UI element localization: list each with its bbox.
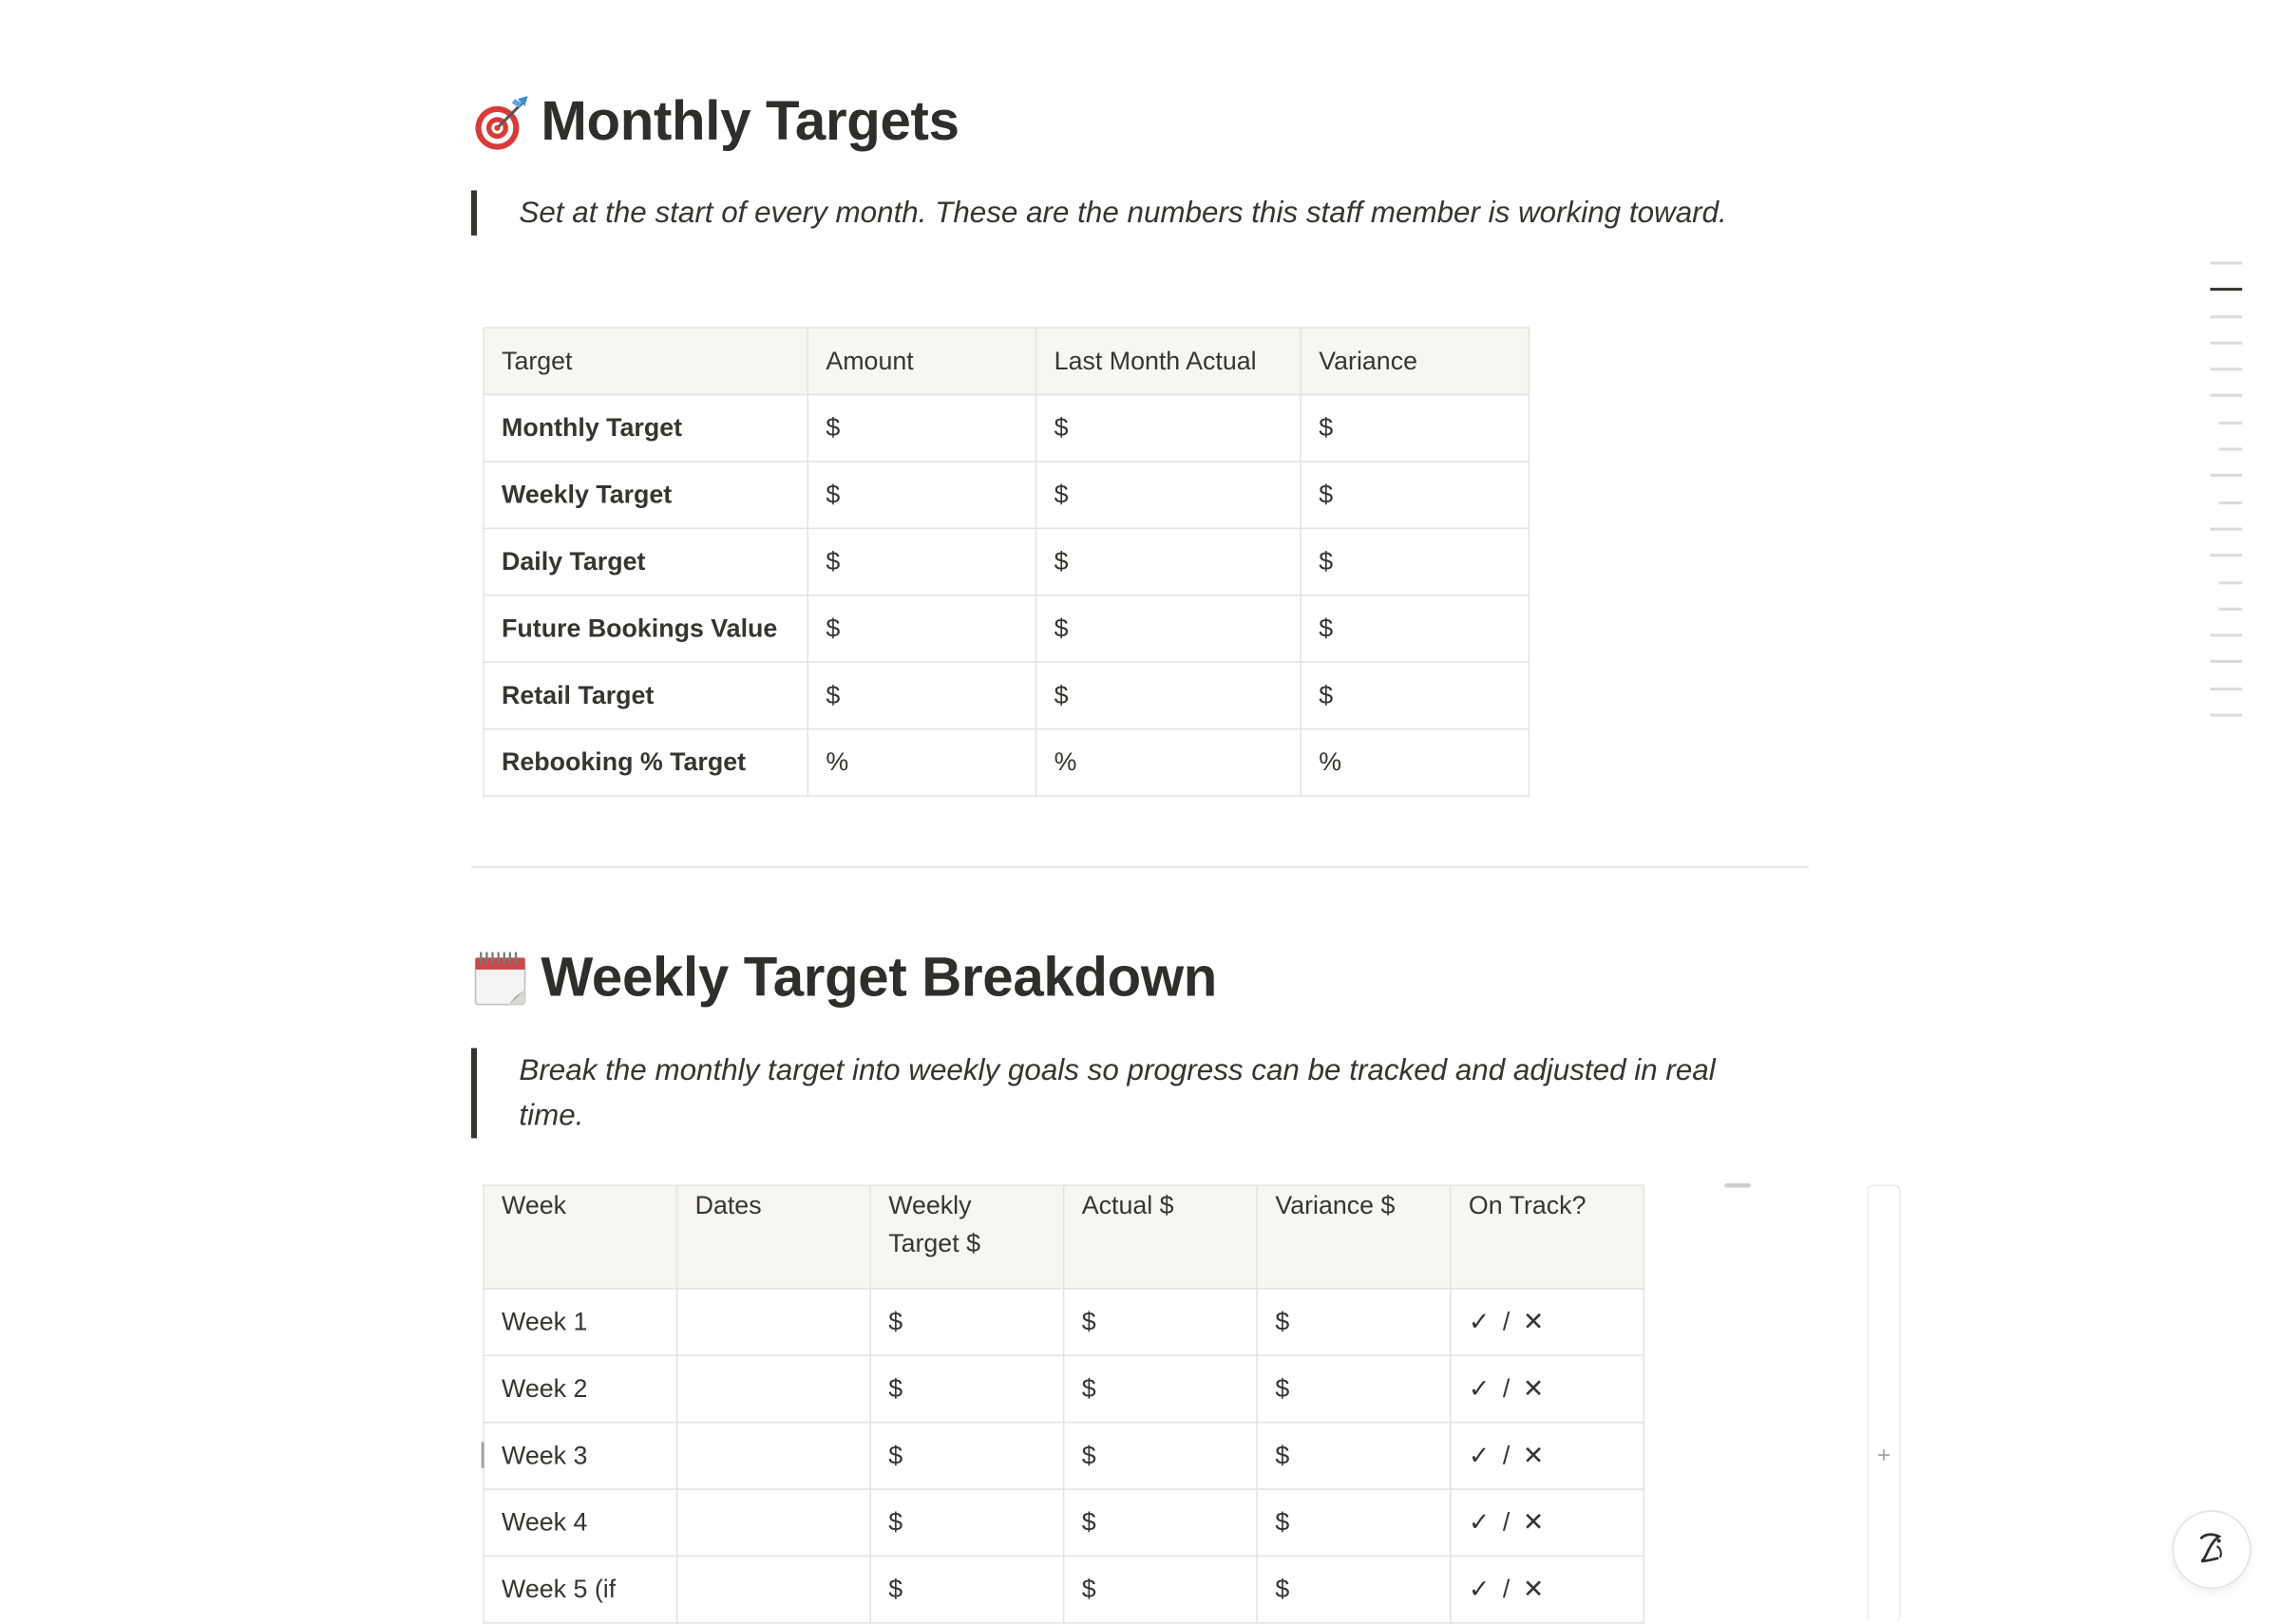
table-cell[interactable]: $ xyxy=(1036,595,1302,662)
table-cell[interactable]: $ xyxy=(1301,595,1529,662)
column-header[interactable]: Last Month Actual xyxy=(1036,328,1302,394)
dart-target-icon xyxy=(471,93,529,151)
table-cell[interactable]: Week 2 xyxy=(484,1355,677,1422)
table-cell[interactable]: $ xyxy=(1257,1289,1451,1355)
toc-line[interactable] xyxy=(2211,342,2243,345)
toc-line[interactable] xyxy=(2219,581,2242,584)
table-cell[interactable]: Monthly Target xyxy=(484,395,808,462)
row-drag-handle[interactable] xyxy=(482,1442,484,1468)
toc-line-active[interactable] xyxy=(2211,289,2243,292)
table-cell[interactable]: $ xyxy=(1301,528,1529,595)
plus-icon: + xyxy=(1876,1443,1891,1468)
table-cell[interactable]: Rebooking % Target xyxy=(484,729,808,796)
table-row xyxy=(484,1557,1644,1623)
table-cell[interactable] xyxy=(676,1423,870,1489)
toc-line[interactable] xyxy=(2219,422,2242,425)
toc-line[interactable] xyxy=(2211,634,2243,637)
toc-line[interactable] xyxy=(2211,661,2243,664)
table-cell[interactable]: ✓ / ✕ xyxy=(1451,1557,1644,1623)
table-header-row xyxy=(484,328,1530,394)
monthly-targets-table xyxy=(483,327,1530,796)
table-cell[interactable]: $ xyxy=(870,1557,1064,1623)
toc-line[interactable] xyxy=(2211,315,2243,318)
column-header[interactable]: Amount xyxy=(808,328,1036,394)
column-header[interactable]: Weekly Target $ xyxy=(870,1185,1064,1289)
column-header[interactable]: Actual $ xyxy=(1064,1185,1258,1289)
column-header[interactable]: Variance xyxy=(1301,328,1529,394)
table-row xyxy=(484,395,1530,462)
table-cell[interactable]: $ xyxy=(1257,1423,1451,1489)
section-heading-monthly-targets xyxy=(471,79,960,166)
table-cell[interactable]: $ xyxy=(808,595,1036,662)
toc-line[interactable] xyxy=(2211,714,2243,717)
weekly-breakdown-table xyxy=(483,1184,1644,1623)
table-cell[interactable]: Future Bookings Value xyxy=(484,595,808,662)
table-cell[interactable]: $ xyxy=(808,528,1036,595)
toc-line[interactable] xyxy=(2211,368,2243,371)
table-of-contents-minimap[interactable] xyxy=(2207,262,2242,741)
column-header[interactable]: On Track? xyxy=(1451,1185,1644,1289)
table-row xyxy=(484,462,1530,528)
table-cell[interactable]: $ xyxy=(870,1489,1064,1556)
table-cell[interactable]: $ xyxy=(808,462,1036,528)
table-cell[interactable]: ✓ / ✕ xyxy=(1451,1289,1644,1355)
toc-line[interactable] xyxy=(2211,528,2243,531)
table-cell[interactable]: $ xyxy=(1301,462,1529,528)
table-cell[interactable]: $ xyxy=(1036,395,1302,462)
toc-line[interactable] xyxy=(2211,475,2243,478)
table-cell[interactable]: $ xyxy=(1064,1289,1258,1355)
table-cell[interactable]: % xyxy=(808,729,1036,796)
table-cell[interactable]: $ xyxy=(1036,662,1302,728)
table-row xyxy=(484,1423,1644,1489)
table-cell[interactable] xyxy=(676,1557,870,1623)
table-cell[interactable]: $ xyxy=(1301,662,1529,728)
table-cell[interactable] xyxy=(676,1489,870,1556)
table-cell[interactable]: Week 5 (if xyxy=(484,1557,677,1623)
table-cell[interactable] xyxy=(676,1355,870,1422)
table-row xyxy=(484,1289,1644,1355)
notion-help-icon xyxy=(2190,1524,2233,1576)
table-header-row xyxy=(484,1185,1644,1289)
table-cell[interactable]: $ xyxy=(1257,1355,1451,1422)
table-cell[interactable]: % xyxy=(1036,729,1302,796)
table-cell[interactable]: $ xyxy=(808,395,1036,462)
table-cell[interactable]: $ xyxy=(1257,1489,1451,1556)
quote-block-weekly: Break the monthly target into weekly goals so progress can be tracked and adjusted in real time. xyxy=(471,1048,1740,1139)
table-row xyxy=(484,528,1530,595)
section-heading-weekly-breakdown xyxy=(471,935,1217,1022)
table-cell[interactable]: $ xyxy=(870,1355,1064,1422)
page-title-monthly-targets: Monthly Targets xyxy=(541,90,960,152)
toc-line[interactable] xyxy=(2211,555,2243,557)
column-drag-handle[interactable] xyxy=(1724,1183,1751,1188)
table-cell[interactable]: $ xyxy=(1064,1423,1258,1489)
table-cell[interactable]: Week 1 xyxy=(484,1289,677,1355)
toc-line[interactable] xyxy=(2219,448,2242,451)
table-cell[interactable]: $ xyxy=(1257,1557,1451,1623)
table-row xyxy=(484,662,1530,728)
toc-line[interactable] xyxy=(2219,501,2242,504)
table-cell[interactable]: Retail Target xyxy=(484,662,808,728)
table-cell[interactable] xyxy=(676,1289,870,1355)
table-cell[interactable]: Week 3 xyxy=(484,1423,677,1489)
toc-line[interactable] xyxy=(2211,395,2243,398)
page-title-weekly-breakdown: Weekly Target Breakdown xyxy=(541,947,1218,1009)
column-header[interactable]: Dates xyxy=(676,1185,870,1289)
spiral-calendar-icon xyxy=(471,949,529,1007)
table-cell[interactable]: $ xyxy=(1036,462,1302,528)
quote-block-monthly: Set at the start of every month. These are the numbers this staff member is working toward. xyxy=(471,191,1740,236)
help-button[interactable] xyxy=(2173,1510,2252,1589)
table-row xyxy=(484,729,1530,796)
table-cell[interactable]: Daily Target xyxy=(484,528,808,595)
table-row xyxy=(484,1355,1644,1422)
table-cell[interactable]: $ xyxy=(1036,528,1302,595)
table-cell[interactable]: $ xyxy=(1064,1489,1258,1556)
column-header[interactable]: Variance $ xyxy=(1257,1185,1451,1289)
table-row xyxy=(484,1489,1644,1556)
table-cell[interactable]: ✓ / ✕ xyxy=(1451,1355,1644,1422)
table-cell[interactable]: ✓ / ✕ xyxy=(1451,1423,1644,1489)
toc-line[interactable] xyxy=(2211,262,2243,265)
table-cell[interactable]: $ xyxy=(870,1289,1064,1355)
table-cell[interactable]: $ xyxy=(808,662,1036,728)
table-cell[interactable]: $ xyxy=(1301,395,1529,462)
table-cell[interactable]: $ xyxy=(1064,1355,1258,1422)
add-column-button[interactable] xyxy=(1867,1184,1900,1622)
table-cell[interactable]: Week 4 xyxy=(484,1489,677,1556)
table-row xyxy=(484,595,1530,662)
table-cell[interactable]: $ xyxy=(1064,1557,1258,1623)
toc-line[interactable] xyxy=(2211,688,2243,690)
toc-line[interactable] xyxy=(2219,608,2242,611)
table-cell[interactable]: Weekly Target xyxy=(484,462,808,528)
column-header[interactable]: Target xyxy=(484,328,808,394)
table-cell[interactable]: $ xyxy=(870,1423,1064,1489)
column-header[interactable]: Week xyxy=(484,1185,677,1289)
divider xyxy=(471,866,1809,868)
table-cell[interactable]: % xyxy=(1301,729,1529,796)
table-cell[interactable]: ✓ / ✕ xyxy=(1451,1489,1644,1556)
